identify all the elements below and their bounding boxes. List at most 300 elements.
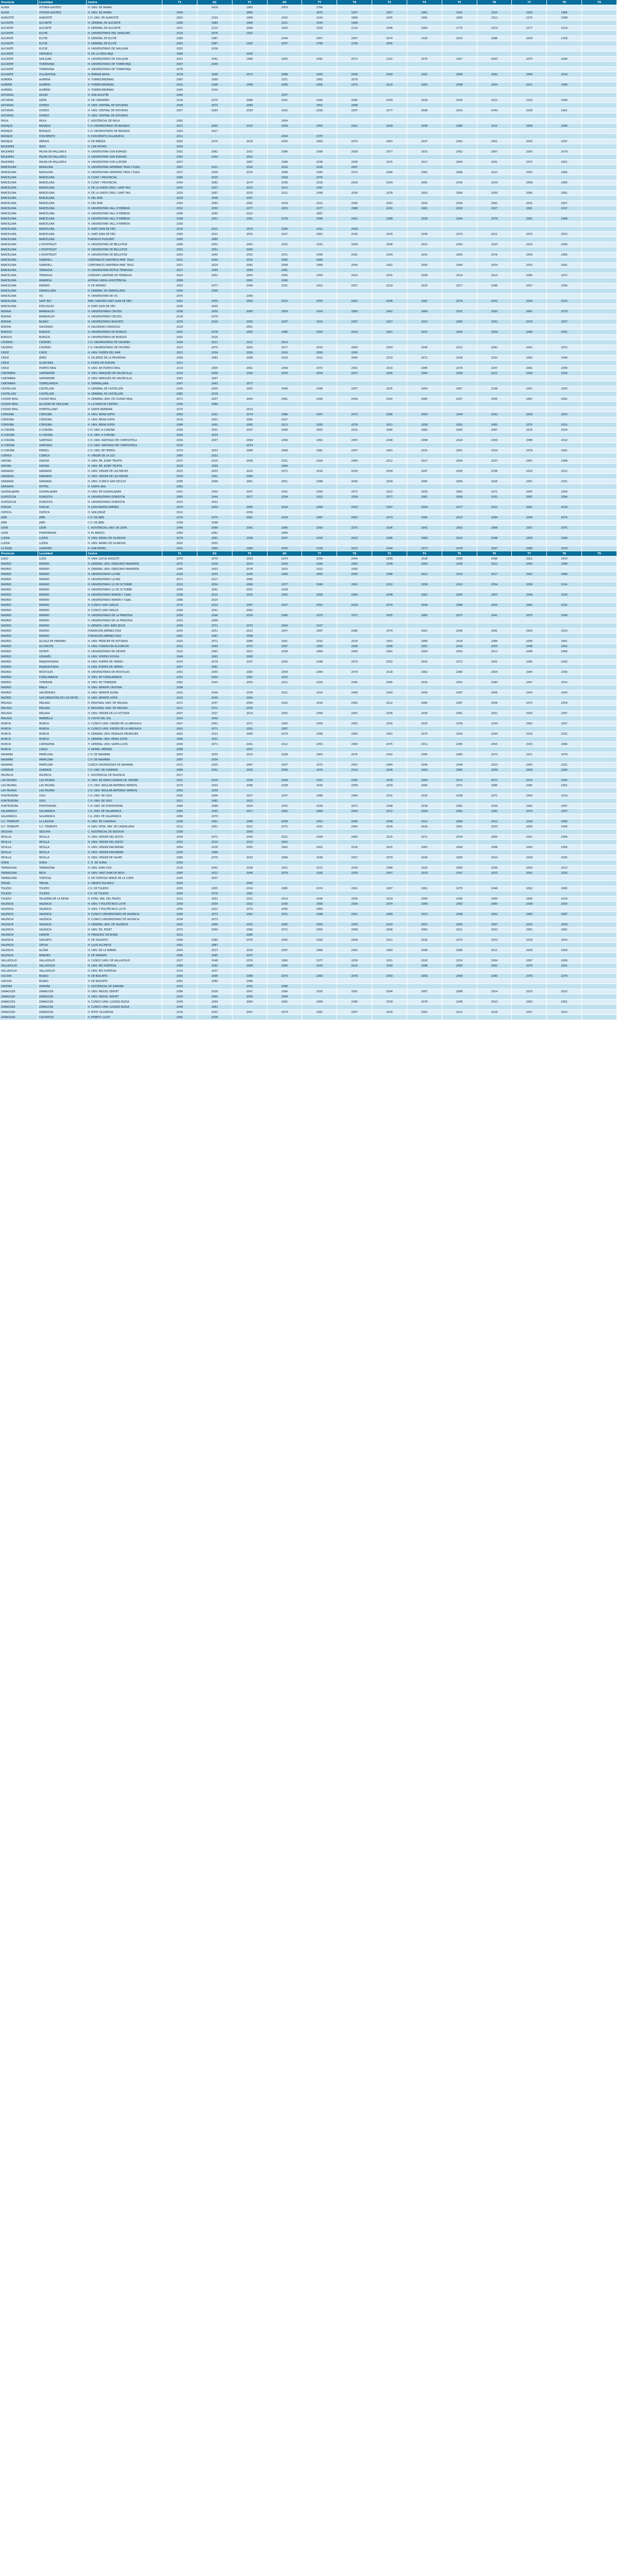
value-cell [442, 577, 477, 582]
value-cell: 2073 [197, 912, 232, 917]
value-cell: 2038 [302, 855, 337, 860]
value-cell [372, 531, 407, 536]
value-cell [442, 696, 477, 701]
value-cell [442, 685, 477, 690]
value-cell [582, 93, 617, 98]
text-cell: SEGOVIA [38, 829, 86, 835]
value-cell: 2048 [162, 999, 197, 1005]
value-cell: 2021 [162, 799, 197, 804]
value-cell [442, 41, 477, 46]
value-cell [582, 541, 617, 546]
value-cell [337, 994, 372, 999]
value-cell [372, 129, 407, 134]
text-cell: BARCELONA [0, 278, 38, 283]
value-cell: 2089 [547, 572, 582, 577]
value-cell: 2077 [232, 495, 267, 500]
value-cell [302, 453, 337, 459]
value-cell: 2033 [547, 938, 582, 943]
value-cell [582, 474, 617, 479]
value-cell [337, 129, 372, 134]
value-cell [512, 185, 547, 191]
value-cell: 2032 [477, 355, 512, 361]
text-cell: MURCIA [38, 726, 86, 732]
value-cell: 2039 [232, 510, 267, 515]
value-cell [477, 685, 512, 690]
value-cell: 2001 [512, 835, 547, 840]
value-cell [407, 979, 442, 984]
value-cell: 2764 [302, 5, 337, 10]
value-cell [477, 289, 512, 294]
value-cell: 2022 [232, 824, 267, 829]
value-cell: 2059 [372, 98, 407, 103]
value-cell [302, 325, 337, 330]
text-cell: C.H. UNIV. DE VIGO [87, 793, 162, 799]
value-cell [582, 943, 617, 948]
table-row [0, 216, 617, 222]
table-row [0, 577, 617, 582]
value-cell [582, 716, 617, 721]
value-cell: 2062 [442, 149, 477, 155]
value-cell [407, 227, 442, 232]
value-cell: 2010 [197, 840, 232, 845]
value-cell [407, 510, 442, 515]
value-cell [512, 531, 547, 536]
text-cell: H. UNIV. DR. JOSEP TRUETA [87, 464, 162, 469]
value-cell: 2061 [442, 711, 477, 716]
value-cell [197, 443, 232, 448]
value-cell [302, 464, 337, 469]
value-cell: 2024 [162, 500, 197, 505]
value-cell [372, 510, 407, 515]
value-cell: 2052 [197, 242, 232, 247]
value-cell: 2035 [232, 52, 267, 57]
value-cell [337, 433, 372, 438]
value-cell [582, 278, 617, 283]
text-cell: H. UNIVERSITARIO DE SAN JUAN [87, 46, 162, 52]
value-cell: 2023 [477, 762, 512, 768]
table-row [0, 974, 617, 979]
value-cell: 2066 [442, 819, 477, 824]
value-cell: 2062 [302, 438, 337, 443]
value-cell: 2047 [232, 196, 267, 201]
text-cell: H. UNIVERSITARIO DE BURGOS [87, 335, 162, 340]
value-cell [477, 726, 512, 732]
table-row [0, 118, 617, 124]
table-row [0, 386, 617, 392]
value-cell: 2065 [477, 835, 512, 840]
value-cell: 2057 [547, 721, 582, 726]
value-cell: 2058 [232, 634, 267, 639]
value-cell [442, 237, 477, 242]
text-cell: OVIEDO [38, 103, 86, 108]
text-cell: C.H. UNIV. INSULAR-MATERNO INFANTIL [87, 783, 162, 788]
value-cell [302, 876, 337, 881]
value-cell [337, 222, 372, 227]
value-cell [197, 10, 232, 15]
value-cell: 2061 [477, 139, 512, 144]
text-cell: MADRID [0, 654, 38, 659]
value-cell: 2055 [337, 438, 372, 443]
value-cell [267, 325, 302, 330]
value-cell: 2043 [407, 659, 442, 665]
value-cell: 2006 [547, 845, 582, 850]
value-cell [582, 402, 617, 407]
value-cell: 2036 [372, 711, 407, 716]
value-cell [547, 994, 582, 999]
value-cell: 2033 [547, 299, 582, 304]
value-cell: 2019 [197, 778, 232, 783]
value-cell [512, 979, 547, 984]
value-cell: 2048 [512, 644, 547, 649]
value-cell: 2048 [547, 98, 582, 103]
value-cell [372, 392, 407, 397]
value-cell [582, 629, 617, 634]
value-cell: 2066 [232, 448, 267, 453]
value-cell [407, 211, 442, 216]
text-cell: H. LA MANCHA CENTRO [87, 402, 162, 407]
value-cell [582, 649, 617, 654]
value-cell [372, 933, 407, 938]
table-row [0, 567, 617, 572]
value-cell: 2072 [512, 160, 547, 165]
value-cell [442, 31, 477, 36]
value-cell [582, 155, 617, 160]
value-cell [232, 144, 267, 149]
value-cell: 2057 [162, 108, 197, 113]
value-cell [582, 618, 617, 623]
value-cell [407, 340, 442, 345]
value-cell [337, 747, 372, 752]
text-cell: BARCELONA [0, 196, 38, 201]
value-cell [477, 541, 512, 546]
text-cell: MÁLAGA [38, 711, 86, 716]
value-cell [582, 639, 617, 644]
value-cell [267, 598, 302, 603]
text-cell: PONTEVEDRA [38, 804, 86, 809]
value-cell: 2043 [267, 371, 302, 376]
value-cell: 2090 [337, 309, 372, 314]
value-cell [407, 1005, 442, 1010]
text-cell: DONOSTIA [38, 500, 86, 505]
value-cell: 2094 [302, 98, 337, 103]
value-cell [267, 969, 302, 974]
value-cell: 2021 [232, 896, 267, 902]
table-row [0, 340, 617, 345]
value-cell: 2048 [197, 958, 232, 963]
text-cell: TARRAGONA [0, 866, 38, 871]
value-cell [407, 484, 442, 489]
text-cell: ÁLAVA [0, 10, 38, 15]
text-cell: CARTAGENA [38, 742, 86, 747]
value-cell: 2072 [267, 927, 302, 933]
text-cell: BARCELONA [0, 263, 38, 268]
value-cell: 2004 [232, 804, 267, 809]
value-cell [407, 675, 442, 680]
value-cell: 2055 [302, 927, 337, 933]
table-row [0, 433, 617, 438]
value-cell: 2050 [197, 206, 232, 211]
value-cell: 2036 [442, 562, 477, 567]
value-cell [547, 829, 582, 835]
text-cell: H. GENERAL UNIV. DE VALENCIA [87, 922, 162, 927]
table-row [0, 484, 617, 489]
text-cell: ZARAGOZA [38, 994, 86, 999]
value-cell: 2002 [162, 943, 197, 948]
text-cell: ELCHE [38, 36, 86, 41]
value-cell [337, 484, 372, 489]
text-cell: C. ASISTENCIAL DE PALENCIA [87, 773, 162, 778]
column-header: T3 [232, 551, 267, 556]
value-cell: 2050 [512, 170, 547, 175]
value-cell: 2053 [547, 232, 582, 237]
value-cell [547, 155, 582, 160]
value-cell [512, 304, 547, 309]
value-cell: 2004 [337, 556, 372, 562]
value-cell [582, 294, 617, 299]
value-cell: 2096 [302, 732, 337, 737]
text-cell: H. SANT JOAN DE DÉU [87, 232, 162, 237]
text-cell: LUGO [0, 556, 38, 562]
value-cell: 2034 [197, 757, 232, 762]
value-cell: 2071 [442, 783, 477, 788]
value-cell: 2006 [442, 629, 477, 634]
text-cell: H. UNIV. MIGUEL SERVET [87, 994, 162, 999]
text-cell: SANTANDER [38, 371, 86, 376]
value-cell: 2004 [197, 783, 232, 788]
text-cell: H. UNIV. FUNDACIÓN ALCORCÓN [87, 644, 162, 649]
text-cell: H. SAN AGUSTÍN [87, 93, 162, 98]
value-cell: 2065 [442, 768, 477, 773]
value-cell [582, 582, 617, 587]
value-cell: 2012 [267, 191, 302, 196]
text-cell: BIZKAIA [0, 309, 38, 314]
value-cell: 2005 [302, 428, 337, 433]
column-header: Centro [87, 0, 162, 5]
value-cell: 2058 [162, 520, 197, 526]
value-cell: 2018 [512, 855, 547, 860]
value-cell: 2072 [337, 804, 372, 809]
text-cell: MADRID [0, 618, 38, 623]
value-cell [162, 113, 197, 118]
value-cell [302, 294, 337, 299]
value-cell: 2056 [232, 701, 267, 706]
value-cell: 2047 [407, 469, 442, 474]
value-cell: 2068 [337, 690, 372, 696]
text-cell: VALENCIA [0, 938, 38, 943]
value-cell [267, 10, 302, 15]
table-row [0, 237, 617, 242]
value-cell [582, 484, 617, 489]
table-row [0, 263, 617, 268]
value-cell: 2044 [547, 768, 582, 773]
value-cell: 2073 [197, 917, 232, 922]
text-cell: H. UNIVERSITARI SON ESPASES [87, 149, 162, 155]
table-row [0, 232, 617, 237]
value-cell [267, 757, 302, 762]
text-cell: C.H. UNIV. DE ALBACETE [87, 15, 162, 21]
value-cell [407, 93, 442, 98]
value-cell: 2008 [302, 835, 337, 840]
value-cell [337, 1005, 372, 1010]
value-cell [302, 829, 337, 835]
text-cell: MÁLAGA [38, 701, 86, 706]
table-row [0, 860, 617, 866]
value-cell [582, 57, 617, 62]
value-cell: 2038 [232, 536, 267, 541]
value-cell: 2086 [372, 536, 407, 541]
value-cell [372, 598, 407, 603]
value-cell: 2072 [267, 185, 302, 191]
value-cell: 2015 [547, 680, 582, 685]
value-cell: 2001 [547, 963, 582, 969]
value-cell [267, 618, 302, 623]
text-cell: PALMA DE MALLORCA [38, 149, 86, 155]
value-cell: 2097 [337, 108, 372, 113]
value-cell: 2051 [197, 737, 232, 742]
value-cell [582, 520, 617, 526]
value-cell: 2007 [267, 629, 302, 634]
value-cell: 2040 [337, 479, 372, 484]
value-cell: 2312 [477, 15, 512, 21]
value-cell: 2085 [407, 366, 442, 371]
value-cell [582, 984, 617, 989]
value-cell: 2010 [232, 252, 267, 258]
table-row [0, 520, 617, 526]
value-cell [512, 675, 547, 680]
table-row [0, 397, 617, 402]
value-cell: 2051 [372, 958, 407, 963]
value-cell [582, 974, 617, 979]
value-cell [302, 953, 337, 958]
value-cell [477, 757, 512, 762]
value-cell: 2051 [267, 866, 302, 871]
text-cell: GRANADA [0, 469, 38, 474]
value-cell: 2015 [512, 232, 547, 237]
text-cell: H. DE MÉRIDA [87, 139, 162, 144]
text-cell: H. JUAN RAMÓN JIMÉNEZ [87, 505, 162, 510]
text-cell: SALAMANCA [0, 809, 38, 814]
value-cell: 2078 [197, 330, 232, 335]
text-cell: ALMERÍA [38, 82, 86, 88]
value-cell: 2074 [372, 629, 407, 634]
value-cell [582, 216, 617, 222]
value-cell [477, 268, 512, 273]
value-cell [547, 510, 582, 515]
text-cell: H. GENERAL DE GRANOLLERS [87, 289, 162, 294]
value-cell [582, 263, 617, 268]
value-cell: 2073 [302, 613, 337, 618]
value-cell [407, 799, 442, 804]
value-cell [232, 598, 267, 603]
text-cell: MÓSTOLES [38, 670, 86, 675]
value-cell: 2079 [372, 855, 407, 860]
value-cell: 2066 [372, 412, 407, 417]
value-cell: 2002 [337, 515, 372, 520]
text-cell: H. CAN MISSES [87, 144, 162, 149]
value-cell [582, 258, 617, 263]
value-cell: 2032 [232, 149, 267, 155]
value-cell: 2083 [407, 428, 442, 433]
value-cell: 2076 [232, 958, 267, 963]
value-cell [477, 417, 512, 422]
text-cell: GIRONA [0, 464, 38, 469]
value-cell [512, 402, 547, 407]
text-cell: C.H. UNIV. DE PONTEVEDRA [87, 804, 162, 809]
value-cell: 2025 [162, 464, 197, 469]
value-cell [372, 88, 407, 93]
text-cell: PUERTOLLANO [38, 407, 86, 412]
value-cell: 2092 [477, 963, 512, 969]
value-cell: 2066 [512, 896, 547, 902]
value-cell: 2256 [512, 10, 547, 15]
value-cell [477, 1015, 512, 1020]
value-cell: 2094 [267, 464, 302, 469]
value-cell: 2043 [372, 974, 407, 979]
value-cell: 2064 [477, 958, 512, 963]
value-cell [477, 381, 512, 386]
value-cell: 2009 [512, 582, 547, 587]
value-cell: 2040 [372, 72, 407, 77]
text-cell: H. UNIVERSITARIO DE SAN JUAN [87, 57, 162, 62]
value-cell: 2099 [302, 149, 337, 155]
value-cell: 2091 [547, 263, 582, 268]
value-cell: 2078 [442, 546, 477, 551]
value-cell [582, 309, 617, 314]
text-cell: MADRID [0, 577, 38, 582]
text-cell: BADAJOZ [0, 134, 38, 139]
text-cell: MADRID [0, 562, 38, 567]
value-cell [547, 737, 582, 742]
text-cell: H. UNIVERSITARI DE BELLVITGE [87, 252, 162, 258]
value-cell: 2094 [477, 515, 512, 520]
table-row [0, 515, 617, 520]
value-cell: 2079 [162, 556, 197, 562]
text-cell: LLEIDA [0, 536, 38, 541]
table-row [0, 984, 617, 989]
text-cell: H. PUNTA DE EUROPA [87, 361, 162, 366]
text-cell: H. GENERAL UNIV. MORALES MESEGUER [87, 732, 162, 737]
value-cell [442, 788, 477, 793]
value-cell: 2038 [302, 160, 337, 165]
value-cell [372, 665, 407, 670]
value-cell: 2039 [232, 690, 267, 696]
value-cell: 2091 [337, 989, 372, 994]
value-cell: 2027 [197, 129, 232, 134]
text-cell: BADAJOZ [38, 124, 86, 129]
value-cell: 2057 [512, 526, 547, 531]
text-cell: TOLEDO [38, 891, 86, 896]
value-cell [197, 881, 232, 886]
value-cell: 2051 [442, 824, 477, 829]
value-cell: 2061 [547, 639, 582, 644]
value-cell: 2045 [232, 572, 267, 577]
value-cell: 2095 [197, 268, 232, 273]
value-cell: 1836 [442, 15, 477, 21]
text-cell: SEVILLA [0, 835, 38, 840]
value-cell: 2045 [547, 855, 582, 860]
table-header-row [0, 0, 617, 5]
value-cell [477, 237, 512, 242]
value-cell: 2070 [512, 57, 547, 62]
value-cell [582, 685, 617, 690]
value-cell [512, 361, 547, 366]
text-cell: BARCELONA [38, 180, 86, 185]
value-cell [512, 392, 547, 397]
value-cell: 2069 [407, 536, 442, 541]
value-cell [512, 876, 547, 881]
value-cell [512, 289, 547, 294]
text-cell: VALENCIA [0, 953, 38, 958]
